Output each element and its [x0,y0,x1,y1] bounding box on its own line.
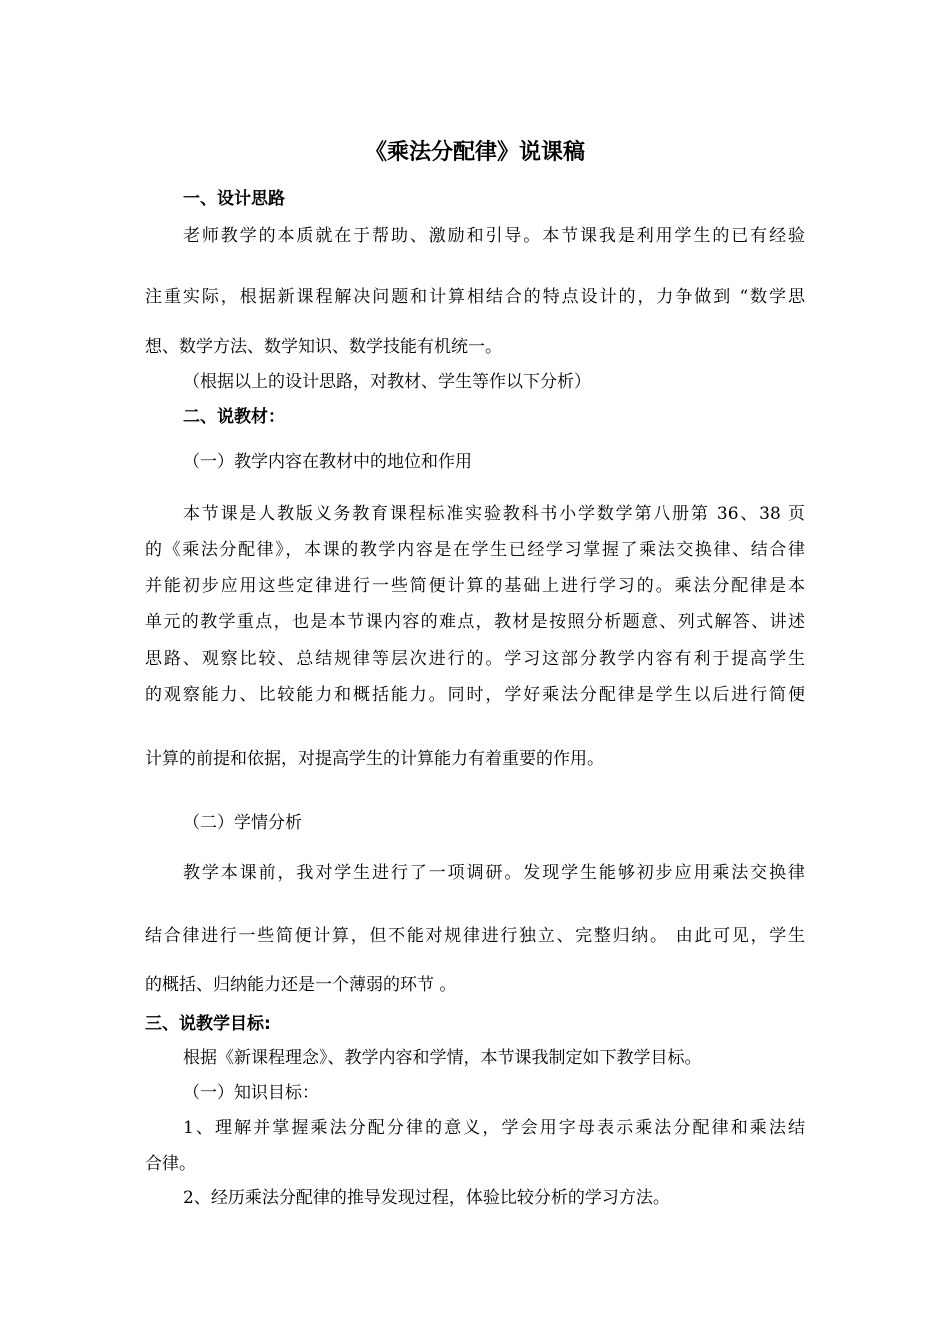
subheading-line: （一）知识目标： [183,1083,319,1103]
paragraph-line: 单元的教学重点，也是本节课内容的难点，教材是按照分析题意、列式解答、讲述 [145,612,805,632]
paragraph-line: 根据《新课程理念》、教学内容和学情，本节课我制定如下教学目标。 [183,1048,702,1068]
subheading-line: （一）教学内容在教材中的地位和作用 [183,452,472,472]
paragraph-line: 合律。 [145,1154,196,1174]
section-heading-goals: 三、说教学目标: [145,1014,271,1034]
paragraph-line: 结合律进行一些简便计算，但不能对规律进行独立、完整归纳。 由此可见，学生 [145,926,805,946]
paragraph-line: 思路、观察比较、总结规律等层次进行的。学习这部分教学内容有利于提高学生 [145,649,805,669]
paragraph-line: 计算的前提和依据，对提高学生的计算能力有着重要的作用。 [145,749,604,769]
paragraph-line: 想、数学方法、数学知识、数学技能有机统一。 [145,337,502,357]
paragraph-line: 教学本课前，我对学生进行了一项调研。发现学生能够初步应用乘法交换律 [183,863,805,883]
paragraph-line: 老师教学的本质就在于帮助、激励和引导。本节课我是利用学生的已有经验 [183,226,805,246]
paragraph-line: 2、经历乘法分配律的推导发现过程，体验比较分析的学习方法。 [183,1188,670,1208]
paragraph-line: 本节课是人教版义务教育课程标准实验教科书小学数学第八册第 36、38 页 [183,504,805,524]
section-heading-design: 一、设计思路 [183,189,285,209]
paragraph-line: 1、理解并掌握乘法分配分律的意义，学会用字母表示乘法分配律和乘法结 [183,1118,805,1138]
paragraph-line: 的概括、归纳能力还是一个薄弱的环节 。 [145,975,457,995]
paragraph-line: 的《乘法分配律》，本课的教学内容是在学生已经学习掌握了乘法交换律、结合律 [145,540,805,560]
section-heading-textbook: 二、说教材： [183,407,285,427]
paragraph-line: 的观察能力、比较能力和概括能力。同时，学好乘法分配律是学生以后进行简便 [145,685,805,705]
subheading-line: （二）学情分析 [183,813,302,833]
paragraph-line: （根据以上的设计思路，对教材、学生等作以下分析） [183,372,591,392]
document-title: 《乘法分配律》说课稿 [364,139,585,165]
paragraph-line: 并能初步应用这些定律进行一些简便计算的基础上进行学习的。乘法分配律是本 [145,576,805,596]
paragraph-line: 注重实际，根据新课程解决问题和计算相结合的特点设计的，力争做到 “数学思 [145,287,805,307]
